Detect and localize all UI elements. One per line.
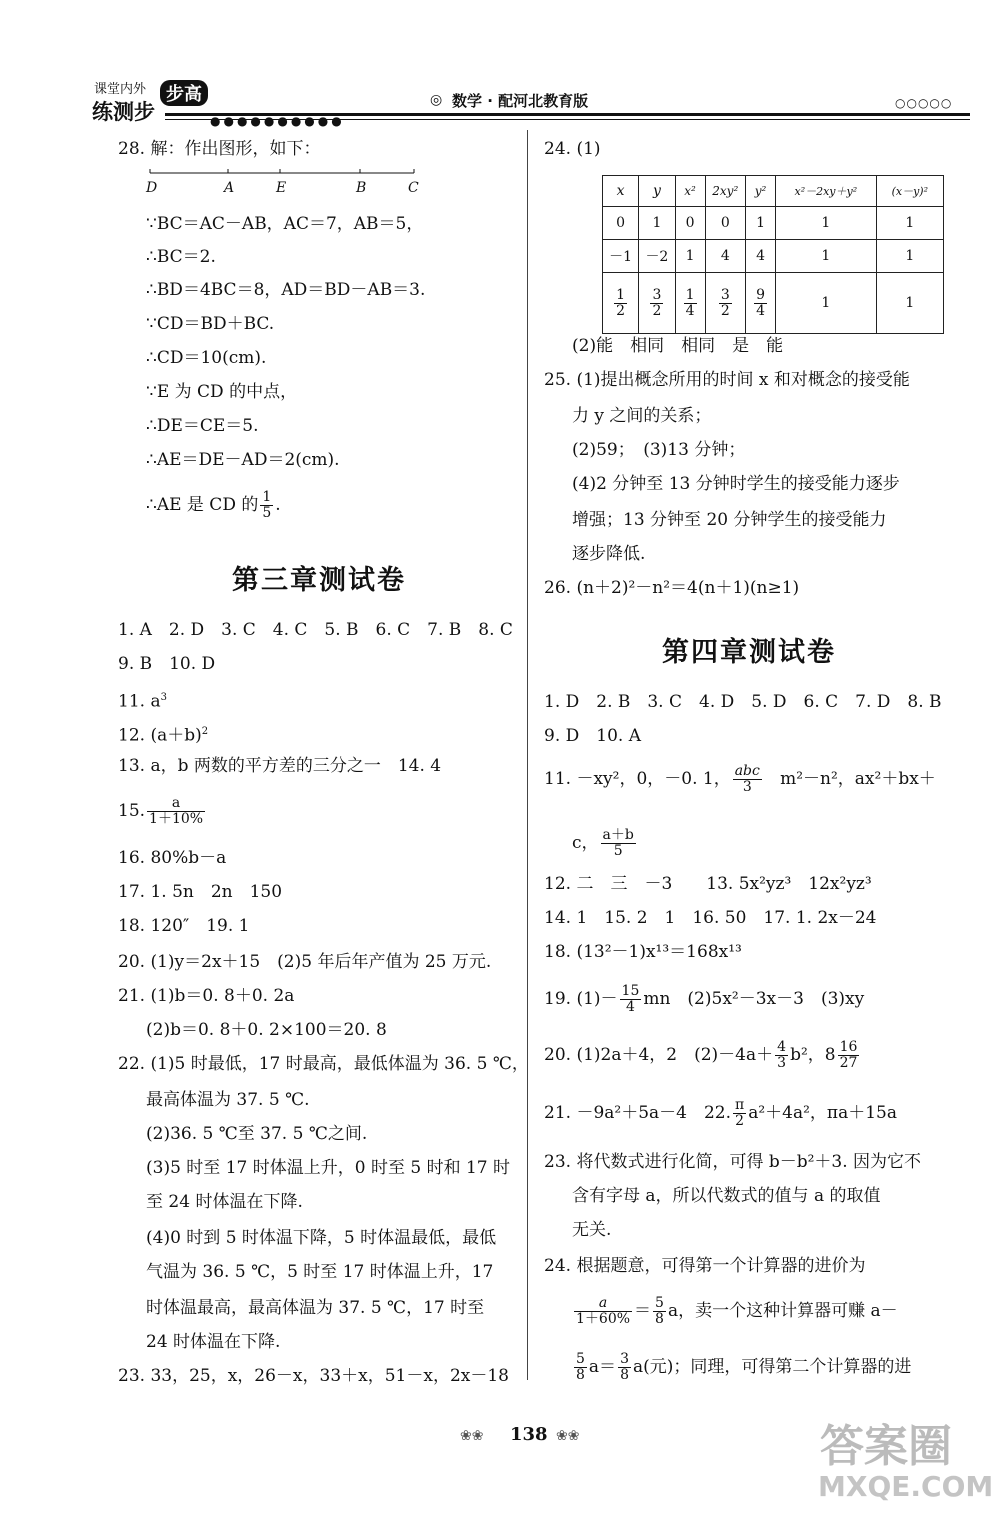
table-row: [603, 207, 944, 240]
q28-line-7: ∴DE＝CE＝5.: [146, 416, 259, 436]
table-cell: 1: [776, 207, 877, 240]
table-cell: 1: [876, 273, 943, 334]
table-cell: 1: [876, 207, 943, 240]
q28-line-5: ∴CD＝10(cm).: [146, 348, 267, 368]
q28-line-3: ∴BD＝4BC＝8，AD＝BD－AB＝3.: [146, 280, 426, 300]
table-cell: －2: [639, 240, 675, 273]
table-row: [603, 240, 944, 273]
table-cell: $\frac{3}{2}$: [639, 273, 675, 334]
b24-fraction-2: $\frac{5}{8}$: [655, 1295, 664, 1327]
b24-fraction-3: $\frac{5}{8}$: [576, 1351, 585, 1383]
answer-22-line-1: 22. (1)5 时最低，17 时最高，最低体温为 36. 5 ℃，: [118, 1054, 529, 1074]
ch4-answer-24-line-1: 24. 根据题意，可得第一个计算器的进价为: [544, 1256, 866, 1276]
q28-line-9-text: ∴AE 是 CD 的: [146, 495, 259, 515]
ch4-answers-row-1: 1. D 2. B 3. C 4. D 5. D 6. C 7. D 8. B: [544, 692, 942, 712]
answer-22-line-3: (2)36. 5 ℃至 37. 5 ℃之间.: [146, 1124, 368, 1144]
q25-line-6: 逐步降低.: [572, 544, 646, 564]
q28-line-1: ∵BC＝AC－AB，AC＝7，AB＝5，: [146, 214, 424, 234]
q28-line-6: ∵E 为 CD 的中点，: [146, 382, 298, 402]
ch4-answer-23-line-2: 含有字母 a，所以代数式的值与 a 的取值: [572, 1186, 881, 1206]
ch3-answers-row-1: 1. A 2. D 3. C 4. C 5. B 6. C 7. B 8. C: [118, 620, 513, 640]
q24-part-2: (2)能 相同 相同 是 能: [572, 336, 784, 356]
table-header-square: (x－y)²: [876, 176, 943, 207]
table-cell: $\frac{1}{4}$: [675, 273, 705, 334]
b20-fraction-1: $\frac{4}{3}$: [777, 1039, 787, 1071]
table-header-y2: y²: [746, 176, 776, 207]
ch4-answer-20: 20. (1)2a＋4，2 (2)－4a＋ $\frac{4}{3}$ b²，8 $\frac{16}{27}$: [544, 1039, 858, 1071]
q25-line-2: 力 y 之间的关系；: [572, 406, 712, 426]
table-header-x2: x²: [675, 176, 705, 207]
b11-fraction-2: $\frac{a+b}{5}$: [602, 827, 634, 859]
b11-fraction: $\frac{\text{abc}}{3}$: [734, 763, 760, 795]
answer-22-line-2: 最高体温为 37. 5 ℃.: [146, 1090, 310, 1110]
ch4-answer-21-22: 21. －9a²＋5a－4 22. $\frac{\pi}{2}$ a²＋4a²，πa＋15a: [544, 1097, 898, 1129]
header-subject: 数学 · 配河北教育版: [452, 92, 589, 110]
page-number: 138: [510, 1424, 548, 1445]
q24-part-1-label: 24. (1): [544, 139, 601, 159]
ch4-answer-11-line-2: c， $\frac{a+b}{5}$: [572, 827, 634, 859]
q28-line-8: ∴AE＝DE－AD＝2(cm).: [146, 450, 340, 470]
chapter-4-title: 第四章测试卷: [662, 637, 836, 668]
q24-table: [602, 175, 944, 334]
q28-fraction: $\frac{1}{5}$: [262, 489, 272, 521]
table-header-expansion: x²－2xy＋y²: [776, 176, 877, 207]
table-cell: 1: [776, 240, 877, 273]
q28-line-2: ∴BC＝2.: [146, 247, 216, 267]
ch4-answer-24-line-3: $\frac{5}{8}$ a＝ $\frac{3}{8}$ a(元)；同理，可得第二个计算器的进: [576, 1351, 912, 1383]
table-header-2xy2: 2xy²: [705, 176, 745, 207]
b19-fraction: $\frac{15}{4}$: [621, 983, 640, 1015]
point-b-label: B: [356, 180, 367, 196]
watermark-url: MXQE.COM: [818, 1470, 994, 1503]
table-row: [603, 273, 944, 334]
answer-21-part2: (2)b＝0. 8＋0. 2×100＝20. 8: [146, 1020, 387, 1040]
ch4-answer-23-line-1: 23. 将代数式进行化简，可得 b－b²＋3. 因为它不: [544, 1152, 922, 1172]
table-header-row: [603, 176, 944, 207]
b24-fraction-4: $\frac{3}{8}$: [620, 1351, 629, 1383]
answer-22-line-6: (4)0 时到 5 时体温下降，5 时体温最低，最低: [146, 1228, 497, 1248]
table-cell: 0: [705, 207, 745, 240]
answer-12: 12. $(a+b)^2$: [118, 725, 209, 746]
q25-line-4: (4)2 分钟至 13 分钟时学生的接受能力逐步: [572, 474, 900, 494]
answer-17: 17. 1. 5n 2n 150: [118, 882, 283, 902]
ch4-answer-24-line-2: $\frac{a}{1+60\%}$ ＝ $\frac{5}{8}$ a，卖一个这种计算器可赚 a－: [576, 1295, 898, 1327]
answer-16: 16. 80%b－a: [118, 848, 227, 868]
answer-22-line-9: 24 时体温在下降.: [146, 1332, 281, 1352]
table-cell: $\frac{9}{4}$: [746, 273, 776, 334]
point-d-label: D: [146, 180, 158, 196]
answer-22-line-8: 时体温最高，最高体温为 37. 5 ℃，17 时至: [146, 1298, 485, 1318]
table-cell: 4: [705, 240, 745, 273]
table-cell: 0: [603, 207, 639, 240]
answer-22-line-7: 气温为 36. 5 ℃，5 时至 17 时体温上升，17: [146, 1262, 494, 1282]
ch4-answer-11-line-1: 11. －xy²，0，－0. 1， $\frac{\text{abc}}{3}$ m²－n²，ax²＋bx＋: [544, 763, 936, 795]
answer-11: 11. $a^3$: [118, 691, 167, 712]
table-cell: 0: [675, 207, 705, 240]
b24-fraction-1: $\frac{a}{1+60\%}$: [576, 1295, 631, 1327]
answer-22-line-4: (3)5 时至 17 时体温上升，0 时至 5 时和 17 时: [146, 1158, 511, 1178]
ch4-answer-18: 18. (13²－1)x¹³＝168x¹³: [544, 942, 742, 962]
table-cell: $\frac{3}{2}$: [705, 273, 745, 334]
ch4-answer-19: 19. (1)－ $\frac{15}{4}$ mn (2)5x²－3x－3 (3)xy: [544, 983, 865, 1015]
answer-13-14: 13. a，b 两数的平方差的三分之一 14. 4: [118, 756, 442, 776]
q25-line-5: 增强；13 分钟至 20 分钟学生的接受能力: [572, 510, 887, 530]
header-circles: ○○○○○: [895, 96, 953, 110]
answer-15: 15. $\frac{a}{1+10\%}$: [118, 795, 204, 827]
ch4-answer-14-17: 14. 1 15. 2 1 16. 50 17. 1. 2x－24: [544, 908, 877, 928]
footer-ornament-left: ❀❀: [460, 1428, 484, 1444]
brand-badge: 步高: [160, 80, 208, 106]
table-cell: 1: [746, 207, 776, 240]
footer-ornament-right: ❀❀: [556, 1428, 580, 1444]
point-a-label: A: [224, 180, 235, 196]
q28-line-4: ∵CD＝BD＋BC.: [146, 314, 275, 334]
brand-top: 课堂内外: [94, 82, 147, 97]
point-e-label: E: [276, 180, 287, 196]
point-c-label: C: [408, 180, 419, 196]
table-cell: $\frac{1}{2}$: [603, 273, 639, 334]
answer-18-19: 18. 120″ 19. 1: [118, 916, 250, 936]
b20-fraction-2: $\frac{16}{27}$: [839, 1039, 858, 1071]
header: [0, 0, 1000, 130]
column-divider: [527, 130, 528, 1380]
table-cell: 1: [776, 273, 877, 334]
watermark-logo: 答案圈: [820, 1421, 952, 1472]
table-cell: 1: [876, 240, 943, 273]
a15-fraction: $\frac{a}{1+10\%}$: [149, 795, 204, 827]
ch4-answers-row-2: 9. D 10. A: [544, 726, 641, 746]
table-header-x: x: [603, 176, 639, 207]
table-cell: 4: [746, 240, 776, 273]
answer-23: 23. 33，25，x，26－x，33＋x，51－x，2x－18: [118, 1366, 509, 1386]
b22-fraction: $\frac{\pi}{2}$: [735, 1097, 745, 1129]
q28-title: 28. 解：作出图形，如下：: [118, 139, 321, 159]
q28-line-9: ∴AE 是 CD 的 $\frac{1}{5}$ .: [146, 489, 281, 521]
q25-line-1: 25. (1)提出概念所用的时间 x 和对概念的接受能: [544, 370, 910, 390]
answer-20: 20. (1)y＝2x＋15 (2)5 年后年产值为 25 万元.: [118, 952, 492, 972]
ch4-answer-12-13: 12. 二 三 －3 13. 5x²yz³ 12x²yz³: [544, 874, 872, 894]
subject-icon: ◎: [430, 92, 443, 108]
q25-line-3: (2)59； (3)13 分钟；: [572, 440, 746, 460]
answer-22-line-5: 至 24 时体温在下降.: [146, 1192, 303, 1212]
table-header-y: y: [639, 176, 675, 207]
table-cell: －1: [603, 240, 639, 273]
table-cell: 1: [675, 240, 705, 273]
table-cell: 1: [639, 207, 675, 240]
header-dots: ●●●●●●●●●●: [210, 114, 345, 128]
brand-main: 练测步: [92, 100, 155, 124]
ch4-answer-23-line-3: 无关.: [572, 1220, 612, 1240]
chapter-3-title: 第三章测试卷: [232, 565, 406, 596]
q26: 26. (n＋2)²－n²＝4(n＋1)(n≥1): [544, 578, 800, 598]
answer-21-part1: 21. (1)b＝0. 8＋0. 2a: [118, 986, 295, 1006]
ch3-answers-row-2: 9. B 10. D: [118, 654, 216, 674]
